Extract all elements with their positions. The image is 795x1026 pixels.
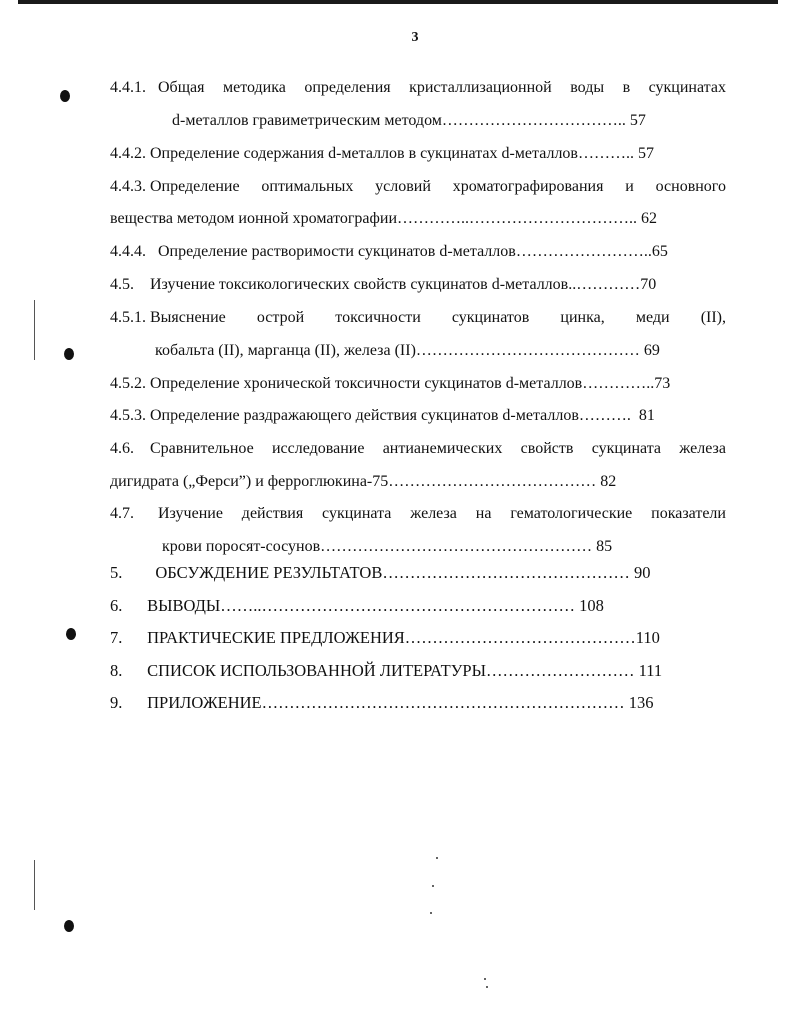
toc-page-ref: 85 [596,538,613,555]
toc-page-ref: 65 [651,243,668,260]
toc-entry-4-5-2: 4.5.2. Определение хронической токсичности сукцинатов d-металлов…………..73 [110,375,671,392]
toc-page-ref: 110 [635,628,660,647]
toc-entry-4-5-1-line1: 4.5.1. Выяснение острой токсичности сукцинатов цинка, меди (II), [110,309,726,326]
toc-entry-4-5-1-line2: кобальта (II), марганца (II), железа (II)…………………………………… 69 [155,342,660,359]
toc-entry-4-6-line1: 4.6. Сравнительное исследование антианемических свойств сукцината железа [110,440,726,457]
binder-hole-mark [60,90,70,102]
toc-page-ref: 136 [628,693,654,712]
toc-entry-6: 6. ВЫВОДЫ……..………………………………………………… 108 [110,596,604,615]
scan-speck [484,978,486,980]
toc-entry-4-5-3: 4.5.3. Определение раздражающего действия сукцинатов d-металлов………. 81 [110,407,655,424]
toc-entry-4-4-4: 4.4.4. Определение растворимости сукцинатов d-металлов……………………..65 [110,243,668,260]
toc-page-ref: 70 [640,276,657,293]
toc-entry-9: 9. ПРИЛОЖЕНИЕ………………………………………………………… 136 [110,693,654,712]
toc-page-ref: 111 [638,661,663,680]
toc-entry-4-7-line2: крови поросят-сосунов…………………………………………… 85 [162,538,613,555]
toc-page-ref: 90 [633,563,651,582]
binder-hole-mark [64,920,74,932]
toc-entry-4-6-line2: дигидрата („Ферси”) и ферроглюкина-75………………………………… 82 [110,473,617,490]
scan-speck [436,857,438,859]
binder-hole-mark [66,628,76,640]
toc-entry-4-4-1-line2: d-металлов гравиметрическим методом…………………………….. 57 [172,112,646,129]
toc-page-ref: 73 [654,375,671,392]
scan-speck [430,912,432,914]
binder-hole-mark [64,348,74,360]
toc-page-ref: 57 [637,145,654,162]
toc-entry-8: 8. СПИСОК ИСПОЛЬЗОВАННОЙ ЛИТЕРАТУРЫ……………………… 111 [110,661,663,680]
page-number: 3 [411,30,419,45]
toc-entry-4-4-3-line1: 4.4.3. Определение оптимальных условий хроматографирования и основного [110,178,726,195]
scan-speck [432,885,434,887]
scan-speck [486,986,488,988]
toc-entry-4-4-2: 4.4.2. Определение содержания d-металлов в сукцинатах d-металлов……….. 57 [110,145,654,162]
toc-entry-5: 5. ОБСУЖДЕНИЕ РЕЗУЛЬТАТОВ……………………………………… 90 [110,563,651,582]
toc-entry-4-7-line1: 4.7. Изучение действия сукцината железа на гематологические показатели [110,505,726,522]
toc-entry-7: 7. ПРАКТИЧЕСКИЕ ПРЕДЛОЖЕНИЯ……………………………………110 [110,628,660,647]
scan-margin-mark [34,300,35,360]
toc-entry-4-4-3-line2: вещества методом ионной хроматографии…………..………………………….. 62 [110,210,658,227]
toc-page-ref: 81 [638,407,655,424]
toc-page-ref: 62 [641,210,658,227]
toc-entry-4-4-1-line1: 4.4.1. Общая методика определения кристаллизационной воды в сукцинатах [110,79,726,96]
toc-page-ref: 57 [629,112,646,129]
toc-entry-4-5: 4.5. Изучение токсикологических свойств сукцинатов d-металлов..…………70 [110,276,657,293]
toc-page-ref: 108 [579,596,604,615]
scan-margin-mark [34,860,35,910]
scan-top-edge [18,0,778,4]
toc-page-ref: 82 [600,473,617,490]
toc-page-ref: 69 [643,342,660,359]
